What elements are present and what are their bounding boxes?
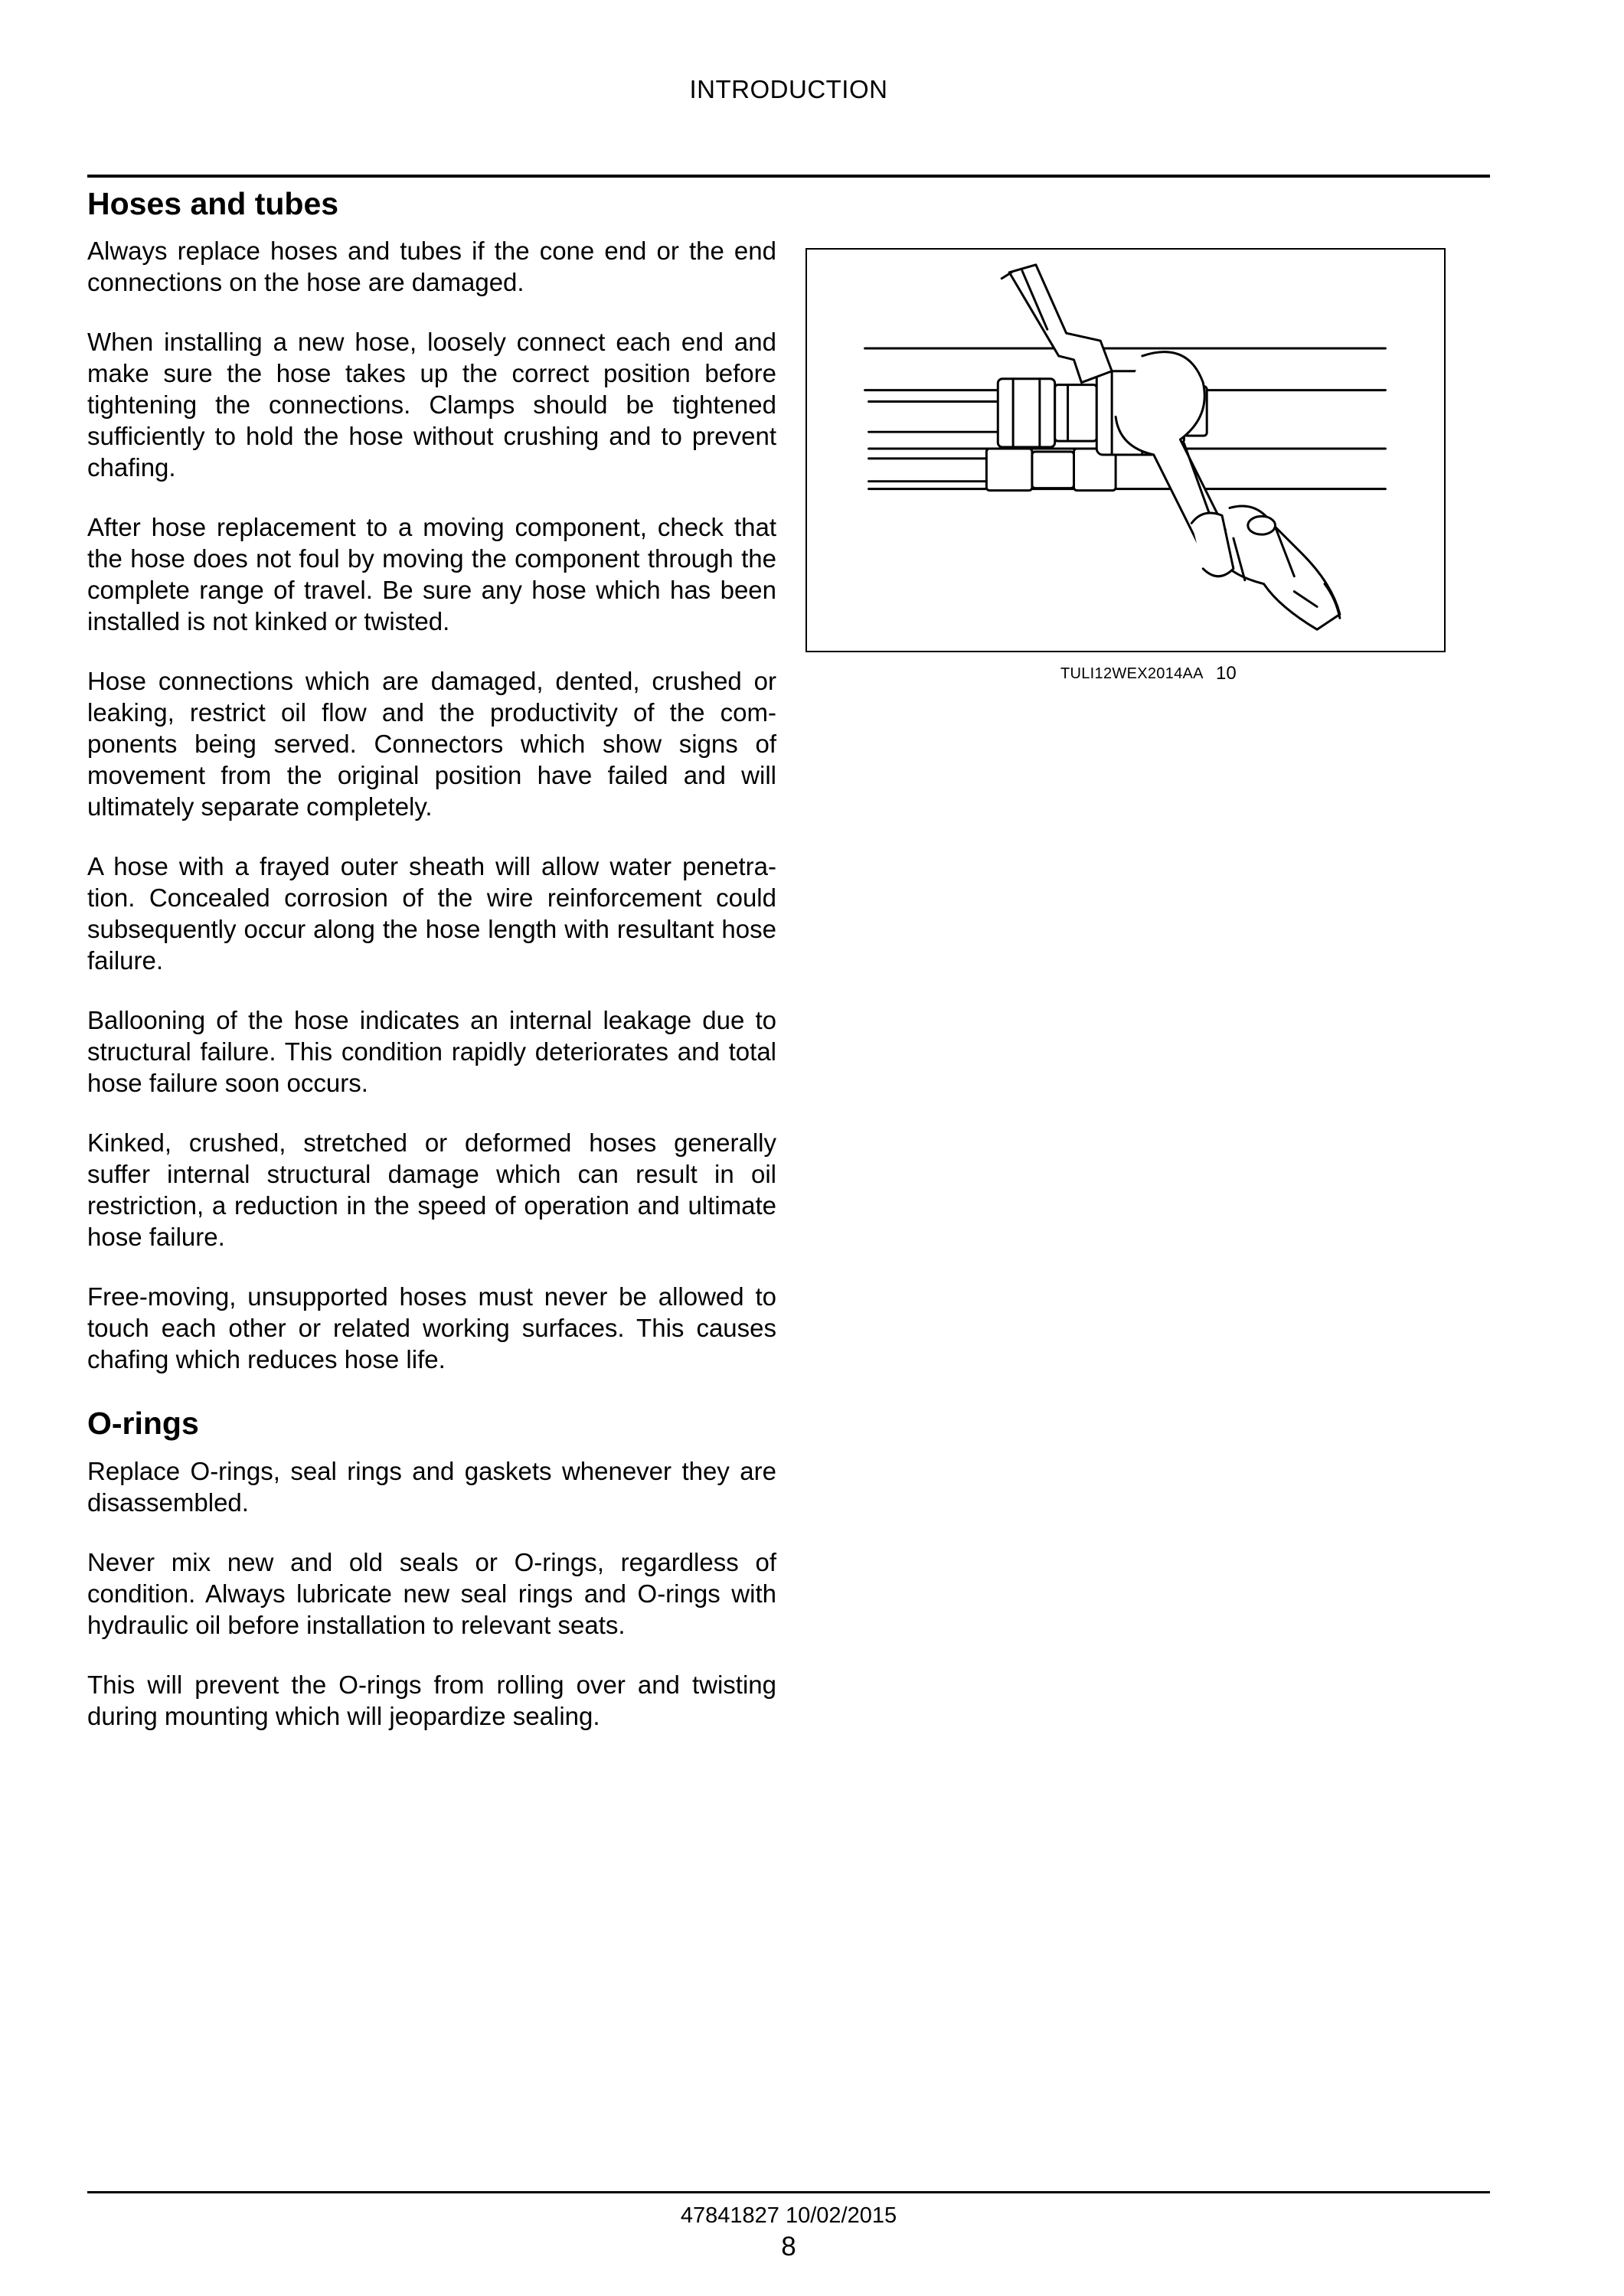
paragraph: After hose replacement to a moving component, check that the hose does not foul by moving the component through the complete range of travel. Be sure any hose which has been installed is not kinked or twisted. <box>87 513 776 636</box>
paragraph: Ballooning of the hose indicates an internal leakage due to structural failure. This condition rapidly deteriorates and total hose failure soon occurs. <box>87 1006 776 1098</box>
running-header: INTRODUCTION <box>689 75 888 103</box>
footer-doc-reference: 47841827 10/02/2015 <box>680 2203 897 2228</box>
text-column <box>87 184 776 1760</box>
paragraph: Never mix new and old seals or O-rings, regardless of condition. Always lubricate new seal rings and O-rings with hydraulic oil before installation to relevant seats. <box>87 1547 776 1639</box>
paragraph: A hose with a frayed outer sheath will allow water penetration. Concealed corrosion of the wire reinforcement could subsequently occur along the hose length with resultant hose failure. <box>87 852 776 975</box>
paragraph: Hose connections which are damaged, dented, crushed or leaking, restrict oil flow and the productivity of the components being served. Connectors which show signs of movement from the original position have failed and will ultimately separate completely. <box>87 667 776 821</box>
page-number: 8 <box>781 2232 796 2262</box>
paragraph: When installing a new hose, loosely connect each end and make sure the hose takes up the correct position before tightening the connections. Clamps should be tightened sufficiently to hold the hose without crushing and to prevent chafing. <box>87 328 776 482</box>
header-rule <box>87 175 1490 178</box>
paragraph: This will prevent the O-rings from rolling over and twisting during mounting which will jeopardize sealing. <box>87 1670 776 1730</box>
figure-frame <box>805 248 1446 652</box>
paragraph: Replace O-rings, seal rings and gaskets whenever they are disassembled. <box>87 1456 776 1517</box>
wrench-hose-illustration <box>807 250 1444 651</box>
figure-number: 10 <box>1216 663 1237 684</box>
section-heading-hoses: Hoses and tubes <box>87 186 339 221</box>
paragraph: Kinked, crushed, stretched or deformed hoses generally suffer internal structural damage which can result in oil restriction, a reduction in the speed of operation and ultimate hose failure. <box>87 1128 776 1252</box>
section-heading-orings: O-rings <box>87 1406 199 1442</box>
figure-caption-code: TULI12WEX2014AA <box>1060 665 1204 682</box>
paragraph: Free-moving, unsupported hoses must never be allowed to touch each other or related working surfaces. This causes chafing which reduces hose life. <box>87 1282 776 1374</box>
footer-rule <box>87 2191 1490 2193</box>
paragraph: Always replace hoses and tubes if the cone end or the end connections on the hose are damaged. <box>87 237 776 297</box>
